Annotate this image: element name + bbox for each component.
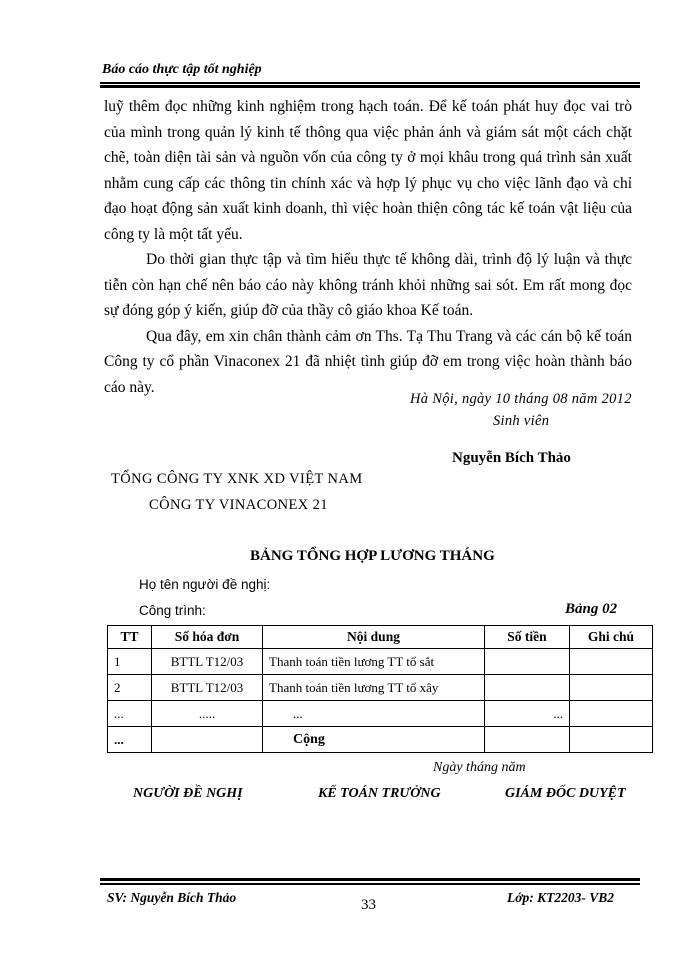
footer-rule-thin bbox=[100, 883, 640, 885]
cell-note bbox=[570, 701, 653, 727]
table-row bbox=[108, 649, 653, 675]
salary-table bbox=[107, 625, 653, 753]
project-label: Công trình: bbox=[139, 603, 206, 618]
paragraph: Qua đây, em xin chân thành cảm ơn Ths. Tạ Thu Trang và các cán bộ kế toán Công ty cổ phần Vinaconex 21 đã nhiệt tình giúp đỡ em trong việc hoàn thành báo cáo này. bbox=[104, 327, 632, 396]
form-date-line: Ngày tháng năm bbox=[433, 760, 526, 775]
signature-role: Sinh viên bbox=[493, 413, 550, 429]
table-row bbox=[108, 701, 653, 727]
signature-name: Nguyễn Bích Thảo bbox=[452, 450, 571, 466]
cell-tt: 1 bbox=[108, 649, 152, 675]
column-header: Số hóa đơn bbox=[152, 626, 263, 649]
column-header: Nội dung bbox=[263, 626, 485, 649]
cell-content: Thanh toán tiền lương TT tổ xây bbox=[263, 675, 485, 701]
table-total-row bbox=[108, 727, 653, 753]
cell-note bbox=[570, 675, 653, 701]
requester-label: Họ tên người đề nghị: bbox=[139, 577, 271, 592]
cell-note bbox=[570, 649, 653, 675]
footer-student: SV: Nguyễn Bích Thảo bbox=[107, 890, 237, 905]
column-header: Ghi chú bbox=[570, 626, 653, 649]
form-title: BẢNG TỔNG HỢP LƯƠNG THÁNG bbox=[250, 548, 495, 564]
running-header: Báo cáo thực tập tốt nghiệp bbox=[102, 62, 262, 77]
signer-requester: NGƯỜI ĐỀ NGHỊ bbox=[133, 786, 243, 801]
company-name: CÔNG TY VINACONEX 21 bbox=[149, 497, 328, 513]
page-number: 33 bbox=[361, 897, 376, 913]
total-label: Cộng bbox=[263, 727, 485, 753]
paragraph: Do thời gian thực tập và tìm hiểu thực tế không dài, trình độ lý luận và thực tiễn còn hạn chế nên báo cáo này không tránh khỏi những sai sót. Em rất mong đọc sự đóng góp ý kiến, giúp đỡ của thầy cô giáo khoa Kế toán. bbox=[104, 251, 632, 319]
cell-amount bbox=[485, 649, 570, 675]
cell-invoice: BTTL T12/03 bbox=[152, 649, 263, 675]
cell-tt: ... bbox=[108, 727, 152, 753]
company-parent: TỔNG CÔNG TY XNK XD VIỆT NAM bbox=[111, 471, 363, 487]
column-header: TT bbox=[108, 626, 152, 649]
footer-rule-thick bbox=[100, 878, 640, 881]
table-number: Bảng 02 bbox=[565, 601, 618, 617]
cell-amount: ... bbox=[485, 701, 570, 727]
table-header-row bbox=[108, 626, 653, 649]
cell-content: ... bbox=[263, 701, 485, 727]
header-rule-thin bbox=[100, 82, 640, 84]
cell-note bbox=[570, 727, 653, 753]
cell-tt: 2 bbox=[108, 675, 152, 701]
table-row bbox=[108, 675, 653, 701]
column-header: Số tiền bbox=[485, 626, 570, 649]
body-text bbox=[104, 94, 632, 400]
cell-invoice: ..... bbox=[152, 701, 263, 727]
paragraph: luỹ thêm đọc những kinh nghiệm trong hạch toán. Để kế toán phát huy đọc vai trò của mình trong quản lý kinh tế thông qua việc phản ánh và giám sát một cách chặt chẽ, toàn diện tài sản và nguồn vốn của công ty ở mọi khâu trong quá trình sản xuất nhằm cung cấp các thông tin chính xác và hợp lý phục vụ cho việc lãnh đạo và chỉ đạo hoạt động sản xuất kinh doanh, thì việc hoàn thiện công tác kế toán vật liệu của công ty là một tất yếu. bbox=[104, 98, 632, 243]
signer-director: GIÁM ĐỐC DUYỆT bbox=[505, 786, 626, 801]
cell-amount bbox=[485, 675, 570, 701]
cell-content: Thanh toán tiền lương TT tổ sắt bbox=[263, 649, 485, 675]
footer-class: Lớp: KT2203- VB2 bbox=[507, 890, 614, 905]
cell-tt: ... bbox=[108, 701, 152, 727]
signer-chief-accountant: KẾ TOÁN TRƯỞNG bbox=[318, 786, 441, 801]
cell-invoice bbox=[152, 727, 263, 753]
cell-amount bbox=[485, 727, 570, 753]
header-rule-thick bbox=[100, 85, 640, 88]
signature-date: Hà Nội, ngày 10 tháng 08 năm 2012 bbox=[410, 391, 632, 407]
cell-invoice: BTTL T12/03 bbox=[152, 675, 263, 701]
